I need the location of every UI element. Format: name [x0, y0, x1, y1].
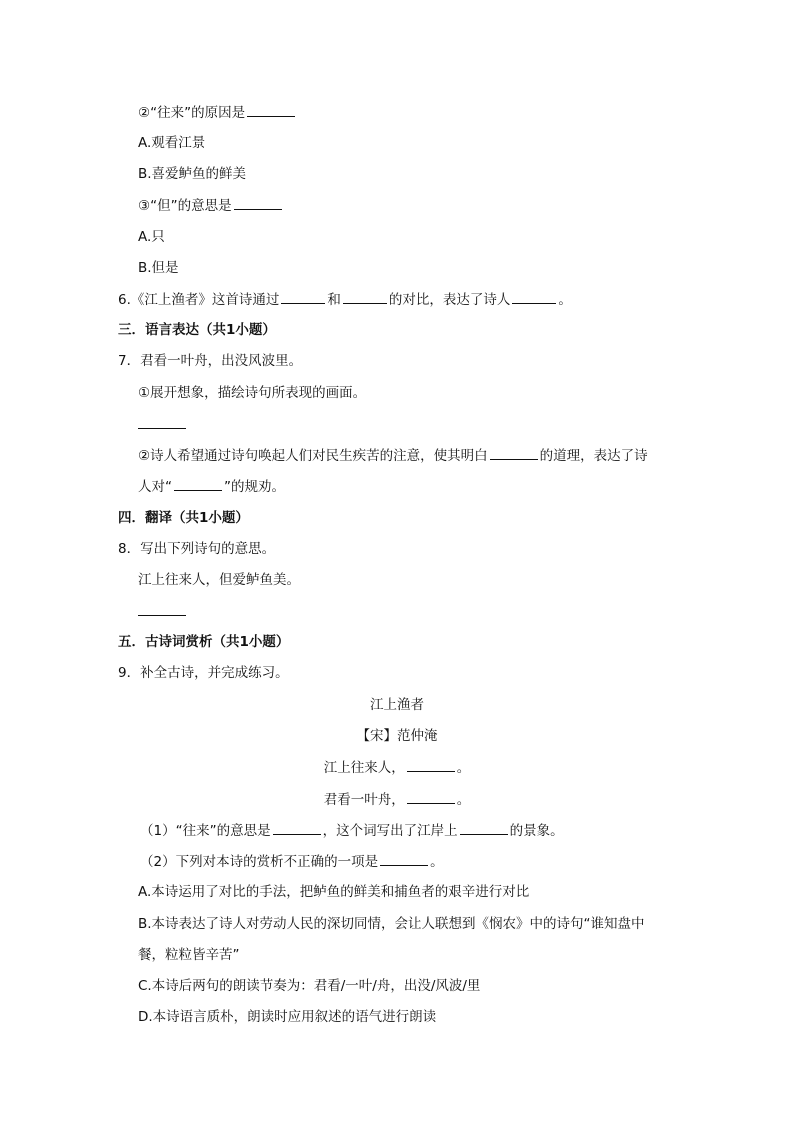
- answer-blank[interactable]: [460, 820, 508, 835]
- answer-blank[interactable]: [138, 601, 186, 616]
- question-9-2: [140, 851, 444, 872]
- question-9-1: [140, 820, 564, 841]
- question-7-1: ①展开想象，描绘诗句所表现的画面。: [138, 385, 367, 401]
- question-5-3: [138, 195, 284, 216]
- section-heading-3: 三．语言表达（共1小题）: [118, 322, 276, 338]
- answer-blank[interactable]: [138, 414, 186, 429]
- answer-blank[interactable]: [174, 476, 222, 491]
- option-a: A.只: [138, 229, 165, 245]
- answer-line: [138, 414, 186, 435]
- option-b-cont: 餐，粒粒皆辛苦”: [138, 947, 240, 963]
- poem-line: 江上往来人，但爱鲈鱼美。: [138, 572, 300, 588]
- question-text: ，这个词写出了江岸上: [322, 823, 458, 839]
- question-text: 人对“: [138, 479, 172, 495]
- question-text: 。: [430, 854, 444, 870]
- question-text: ②诗人希望通过诗句唤起人们对民生疾苦的注意，使其明白: [138, 448, 488, 464]
- question-8: 8．写出下列诗句的意思。: [118, 541, 276, 557]
- question-6: [118, 289, 572, 310]
- option-b: B.本诗表达了诗人对劳动人民的深切同情，会让人联想到《悯农》中的诗句“谁知盘中: [138, 916, 645, 932]
- poem-text: 君看一叶舟，: [323, 792, 405, 808]
- question-text: ”的规劝。: [224, 479, 285, 495]
- section-heading-4: 四．翻译（共1小题）: [118, 510, 249, 526]
- answer-blank[interactable]: [407, 789, 455, 804]
- option-b: B.喜爱鲈鱼的鲜美: [138, 166, 247, 182]
- answer-blank[interactable]: [234, 195, 282, 210]
- question-7-2: [138, 445, 648, 466]
- question-5-2: [138, 102, 297, 123]
- poem-title: 江上渔者: [370, 697, 424, 713]
- question-text: 6.《江上渔者》这首诗通过: [118, 292, 280, 308]
- poem-text: 。: [456, 760, 471, 776]
- answer-line: [138, 601, 186, 622]
- question-text: 和: [327, 292, 341, 308]
- answer-blank[interactable]: [512, 289, 556, 304]
- option-a: A.本诗运用了对比的手法，把鲈鱼的鲜美和捕鱼者的艰辛进行对比: [138, 884, 530, 900]
- option-b: B.但是: [138, 260, 179, 276]
- poem-line-1: [0, 757, 794, 778]
- answer-blank[interactable]: [343, 289, 387, 304]
- poem-line-2: [0, 789, 794, 810]
- question-text: （1）“往来”的意思是: [140, 823, 271, 839]
- answer-blank[interactable]: [273, 820, 321, 835]
- option-d: D.本诗语言质朴，朗读时应用叙述的语气进行朗读: [138, 1009, 437, 1025]
- question-text: 的景象。: [509, 823, 564, 839]
- poem-text: 。: [456, 792, 471, 808]
- question-7: 7．君看一叶舟，出没风波里。: [118, 353, 303, 369]
- poem-author: 【宋】范仲淹: [356, 728, 438, 744]
- question-7-2-cont: [138, 476, 285, 497]
- option-a: A.观看江景: [138, 135, 206, 151]
- answer-blank[interactable]: [380, 851, 428, 866]
- answer-blank[interactable]: [407, 757, 455, 772]
- poem-text: 江上往来人，: [323, 760, 405, 776]
- question-text: ②“往来”的原因是: [138, 105, 246, 121]
- question-9: 9．补全古诗，并完成练习。: [118, 665, 289, 681]
- section-heading-5: 五．古诗词赏析（共1小题）: [118, 634, 290, 650]
- question-text: （2）下列对本诗的赏析不正确的一项是: [140, 854, 379, 870]
- answer-blank[interactable]: [490, 445, 538, 460]
- question-text: 的对比，表达了诗人: [388, 292, 511, 308]
- question-text: 。: [558, 292, 572, 308]
- answer-blank[interactable]: [281, 289, 325, 304]
- option-c: C.本诗后两句的朗读节奏为：君看/一叶/舟，出没/风波/里: [138, 978, 481, 994]
- answer-blank[interactable]: [247, 102, 295, 117]
- question-text: 的道理，表达了诗: [539, 448, 648, 464]
- question-text: ③“但”的意思是: [138, 198, 232, 214]
